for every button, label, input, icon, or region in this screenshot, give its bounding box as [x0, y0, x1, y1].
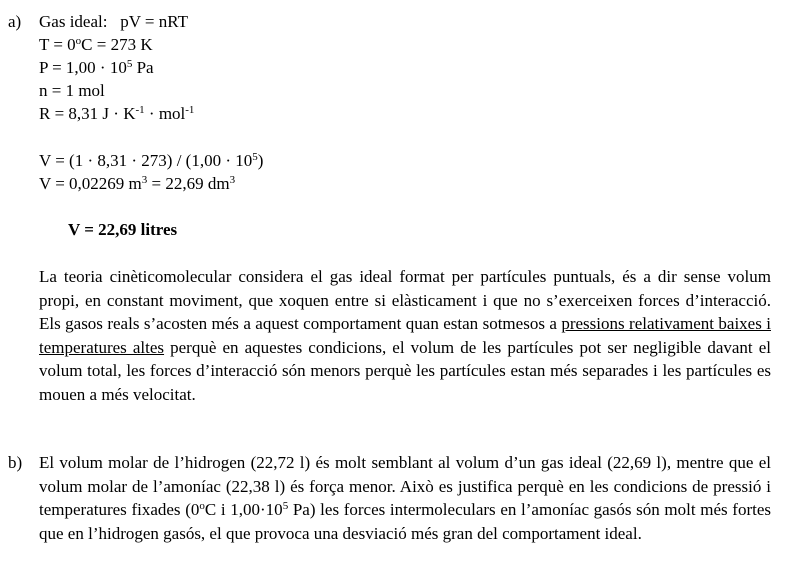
gas-law-name: Gas ideal: [39, 12, 108, 31]
volume-m3: V = 0,02269 m [39, 174, 142, 193]
temperature-line [39, 35, 153, 55]
pressure-prefix: P = 1,00 · 10 [39, 58, 127, 77]
moles-line: n = 1 mol [39, 81, 105, 100]
volume-dm3: = 22,69 dm [147, 174, 230, 193]
dm3-exponent: 3 [229, 174, 236, 186]
ideal-gas-law [39, 12, 188, 32]
gas-constant-line [39, 104, 194, 124]
explanation-text-start: La teoria cinèticomolecular considera el gas ideal format per partícules puntuals, és a dir sense volum propi, en constant moviment, que xoquen entre si elàsticament i que no s’exerceixen forces d’interacció. Els gasos reals s’acosten més a aquest comportament quan estan sotmesos a [39, 267, 771, 333]
kelvin-exponent: -1 [135, 104, 145, 116]
part-b-explanation [39, 451, 771, 545]
part-b-text-start: El volum molar de l’hidrogen (22,72 l) és molt semblant al volum d’un gas ideal (22,69 l), mentre que el volum molar de l’amoníac (22,38 l) és força menor. Això es justifica perquè en les condicions de pressió i temperatures fixades (0 [39, 453, 771, 519]
part-b-text-end: Pa) les forces intermoleculars en l’amoníac gasós són molt més fortes que en l’hidrogen gasós, el que provoca una desviació més gran del comportament ideal. [39, 500, 771, 543]
gas-law-formula: pV = nRT [120, 12, 188, 31]
part-b-degree: o [199, 500, 205, 512]
degree-superscript: o [75, 35, 82, 47]
mol-exponent: -1 [185, 104, 195, 116]
volume-calc-expression: V = (1 · 8,31 · 273) / (1,00 · 10 [39, 151, 253, 170]
pressure-unit: Pa [132, 58, 154, 77]
volume-calculation [39, 151, 263, 171]
gas-constant-prefix: R = 8,31 J · K [39, 104, 136, 123]
part-b-exponent: 5 [282, 500, 289, 512]
pressure-exponent: 5 [126, 58, 133, 70]
underlined-conditions: pressions relativament baixes i temperatures altes [39, 314, 771, 357]
pressure-line [39, 58, 154, 78]
temperature-suffix: C = 273 K [81, 35, 153, 54]
volume-value [39, 174, 235, 194]
part-b-label: b) [8, 453, 23, 472]
part-b-text-mid: C i 1,00·10 [204, 500, 283, 519]
part-a-label: a) [8, 12, 22, 31]
volume-result: V = 22,69 litres [68, 220, 178, 239]
m3-exponent: 3 [141, 174, 148, 186]
volume-calc-close: ) [257, 151, 264, 170]
explanation-text-end: perquè en aquestes condicions, el volum de les partícules pot ser negligible davant el volum total, les forces d’interacció són menors perquè les partícules estan més separades i les partícules es mouen a més velocitat. [39, 337, 771, 404]
part-a-explanation [39, 265, 771, 406]
gas-constant-mol: · mol [144, 104, 186, 123]
volume-calc-exponent: 5 [252, 151, 258, 163]
temperature-prefix: T = 0 [39, 35, 76, 54]
